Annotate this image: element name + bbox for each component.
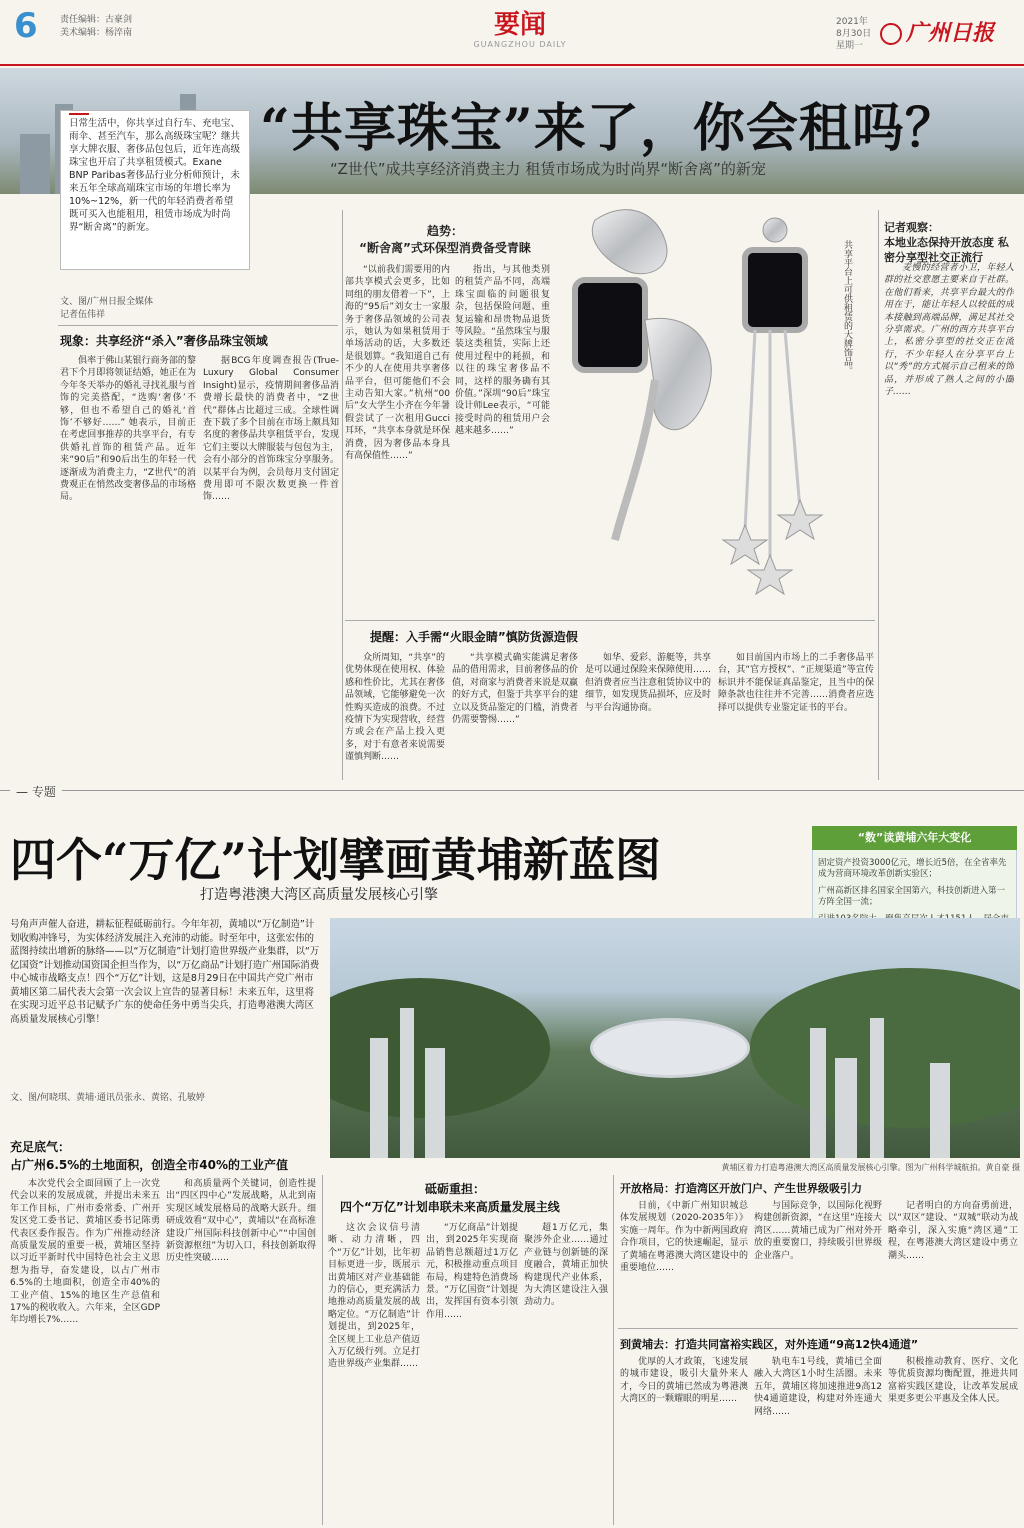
photo-caption: 共享平台上可供租赁的大牌饰品。 bbox=[842, 240, 852, 375]
box3-title: 开放格局：打造湾区开放门户、产生世界级吸引力 bbox=[620, 1182, 862, 1195]
masthead bbox=[0, 0, 1024, 66]
article-column: 这次会议信号清晰、动力清晰，四个“万亿”计划，比年初目标更进一步，既展示出黄埔区对产业基础能力的信心，更充满活力地推动高质量发展的战略定位。“万亿制造”计划提出，到2025年，全区规上工业总产值迈入万亿级行列。立足打造世界级产业集群…… bbox=[328, 1223, 420, 1370]
box1-title: 占广州6.5%的土地面积，创造全市40%的工业产值 bbox=[10, 1158, 289, 1172]
special-lede: 号角声声催人奋进，耕耘征程砥砺前行。今年年初，黄埔以“万亿制造”计划收购冲锋号，为实体经济发展注入充沛的动能。时至年中，这张宏伟的蓝图持续出增新的脉络——以“万亿制造”计划打造世界级产业集群，以“万亿国资”计划推动国资国企担当作为，以“万亿商品”计划打造广州国际消费中心城市战略支点！四个“万亿”计划，这是8月29日在中国共产党广州市黄埔区第二届代表大会第一次会议上宣告的显著目标！未来五年，这里将在实现习近平总书记赋予广东的使命任务中勇当尖兵，打造粤港澳大湾区高质量发展核心引擎！ bbox=[10, 919, 320, 1025]
main-subheadline: “Z世代”成共享经济消费主力 租赁市场成为时尚界“断舍离”的新宠 bbox=[330, 160, 766, 178]
article-column: 轨电车1号线，黄埔已全面融入大湾区1小时生活圈。未来五年，黄埔区将加速推进9高12快4通道建设，构建对外连通大网络…… bbox=[754, 1357, 882, 1417]
article-intro-box bbox=[60, 110, 250, 270]
box4-title: 到黄埔去：打造共同富裕实践区，对外连通“9高12快4通道” bbox=[620, 1338, 919, 1351]
section-subtitle: GUANGZHOU DAILY bbox=[473, 40, 567, 49]
article-column: 超1万亿元，集聚涉外企业……通过产业链与创新链的深度融合，黄埔正加快构建现代产业体系，为大湾区建设注入强劲动力。 bbox=[524, 1223, 608, 1308]
article-column: 如华、爱彩、游艇等，共享是可以通过保险来保障使用……但消费者应当注意租赁协议中的细节，如发现货品损坏，应及时与平台沟通协商。 bbox=[585, 653, 711, 713]
issue-date bbox=[836, 16, 871, 52]
article-column: 与国际竞争，以国际化视野构建创新资源，“在这里”连接大湾区……黄埔已成为广州对外开放的重要窗口，持续吸引世界级企业落户。 bbox=[754, 1201, 882, 1261]
special-byline: 文、图/何晓琪、黄埔·通讯员张永、黄铭、孔敏婷 bbox=[10, 1093, 205, 1103]
article-column: 指出，与其他类别的租赁产品不同，高端珠宝面临的问题很复杂，包括保险问题、重复运输和昂贵物品退货等风险。“虽然珠宝与服装这类租赁，实际上还使用过程中的耗损，和以往的珠宝奢侈品不同，这样的服务确有其价值。”深圳“90后”珠宝设计师Lee表示，“可能接受时尚的租赁用户会越来越多……” bbox=[455, 265, 550, 437]
article-column: 和高质量两个关键词，创造性提出“四区四中心”发展战略，从北到南实现区域发展格局的战略大跃升。细研成效看“双中心”，黄埔以“在高标准建设广州国际科技创新中心”“中国创新资源枢纽”为切入口，科技创新取得历史性突破…… bbox=[166, 1179, 316, 1264]
editors-credit bbox=[60, 14, 132, 40]
special-section-label: — 专题 bbox=[10, 783, 62, 800]
subtitle-phenomenon: 现象：共享经济“杀入”奢侈品珠宝领域 bbox=[60, 334, 268, 348]
byline-line: 记者伍伟祥 bbox=[60, 310, 106, 320]
article-column: “万亿商品”计划提出，到2025年实现商品销售总额超过1万亿元，积极推动重点项目布局，构建特色消费场景。“万亿国资”计划提出，发挥国有资本引领作用…… bbox=[426, 1223, 518, 1320]
section-divider bbox=[0, 790, 1024, 804]
article-column: 俱率于佛山某银行商务部的黎君下个月即将领证结婚，她正在为今年冬天举办的婚礼寻找礼服与首饰的完美搭配，“选购‘奢侈’不够，但也不希望自己的婚礼‘首饰’不够好……” 她表示，目前正在考虑回事推荐的共享平台，有专供婚礼首饰的租赁产品。近年来“90后”和90后出生的年轻一代逐渐成为消费主力，“Z世代”的消费观正在悄然改变奢侈品的市场格局。 bbox=[60, 356, 196, 503]
section-title: 要闻 bbox=[493, 10, 546, 40]
article-column: “以前我们需要用的内部共享模式会更多，比如同组的朋友借着一下”，上海的“95后”刘女士一家服务于奢侈品领域的公司表示，她认为如果租赁用于单场活动的话，大多数还是很划算。“我知道自己有不少的人在使用共享奢侈品平台，但可能他们不会主动告知大家。”杭州“00后”女大学生小齐在今年暑假尝试了一次租用Gucci耳环，“共享本身就是环保消费，因为奢侈品本身具有高保值性……” bbox=[345, 265, 450, 462]
box2-title: 四个“万亿”计划串联未来高质量发展主线 bbox=[340, 1200, 560, 1214]
reporter-observation-body: 麦慢的经营者小卫，年轻人群的社交意愿主要来自于社群。在他们看来，共享平台最大的作用在于，能让年轻人以较低的成本接触到高端品牌，满足其社交分享需求。广州的西方共享平台上，私密分享型的社交正在流行，不少年轻人在分享平台上以“秀”的方式展示自己租来的饰品，并形成了熟人之间的小圈子…… bbox=[884, 263, 1014, 398]
intro-rule bbox=[69, 113, 89, 115]
box1-label: 充足底气： bbox=[10, 1140, 71, 1154]
stats-item: 广州高新区排名国家全国第六，科技创新进入第一方阵全国一流； bbox=[818, 886, 1006, 907]
newspaper-logo bbox=[880, 16, 994, 47]
main-headline: “共享珠宝”来了，你会租吗？ bbox=[260, 98, 958, 159]
jewelry-photo bbox=[555, 200, 875, 620]
date-weekday: 星期一 bbox=[836, 41, 864, 51]
article-column: 日前，《中新广州知识城总体发展规划（2020-2035年）》实施一周年。作为中新两国政府合作项目，它的快速崛起，显示了黄埔在粤港澳大湾区建设中的重要地位…… bbox=[620, 1201, 748, 1274]
stadium bbox=[590, 1018, 750, 1078]
subtitle-reminder: 提醒：入手需“火眼金睛”慎防货源造假 bbox=[370, 630, 578, 644]
date-year: 2021年 bbox=[836, 17, 868, 27]
article-column: 据BCG年度调查报告(True-Luxury Global Consumer Insight)显示，疫情期间奢侈品消费增长最快的消费者中，“Z世代”群体占比超过三成。全球性调查下载了多个目前在市场上颇具知名度的奢侈品共享租赁平台，发现它们主要以大牌服装与包包为主，会有小部分的首饰珠宝分享服务。以某平台为例，会员每月支付固定费用即可不限次数更换一件首饰…… bbox=[203, 356, 339, 503]
logo-icon bbox=[880, 23, 902, 45]
special-headline: 四个“万亿”计划擘画黄埔新蓝图 bbox=[10, 833, 661, 887]
article-column: 记者明白的方向奋勇前进，以“双区”建设、“双城”联动为战略牵引，深入实施“湾区通”工程，在粤港澳大湾区建设中勇立潮头…… bbox=[888, 1201, 1018, 1261]
box2-label: 砥砺重担： bbox=[425, 1182, 486, 1196]
earrings-illustration bbox=[555, 200, 835, 620]
special-subheadline: 打造粤港澳大湾区高质量发展核心引擎 bbox=[200, 887, 438, 903]
article-column: 如目前国内市场上的二手奢侈品平台，其“官方授权”、“正规渠道”等宣传标识并不能保证真品鉴定，且当中的保障条款也往往并不完善……消费者应选择可以提供专业鉴定证书的平台。 bbox=[718, 653, 874, 713]
page-number: 6 bbox=[14, 6, 38, 46]
editor-line: 美术编辑：杨淬南 bbox=[60, 28, 133, 38]
aerial-photo bbox=[330, 918, 1020, 1158]
byline-line: 文、图/广州日报全媒体 bbox=[60, 297, 154, 307]
aerial-photo-caption: 黄埔区着力打造粤港澳大湾区高质量发展核心引擎。图为广州科学城航拍。黄自豪 摄 bbox=[721, 1163, 1020, 1172]
article-column: 本次党代会全面回顾了上一次党代会以来的发展成就，并提出未来五年工作目标，广州市委常委、广州开发区党工委书记、黄埔区委书记陈勇代表区委作报告。作为广州推动经济高质量发展的重要一极，黄埔区坚持以习近平新时代中国特色社会主义思想为指导，奋发建设，以占广州市6.5%的土地面积，创造全市40%的工业产值、15%的地区生产总值和17%的税收收入。六年来，全区GDP年均增长7%…… bbox=[10, 1179, 160, 1326]
stats-item: 固定资产投资3000亿元，增长近5倍，在全省率先成为营商环境改革创新实验区； bbox=[818, 858, 1007, 879]
article-column: 优厚的人才政策，飞速发展的城市建设，吸引大量外来人才，今日的黄埔已然成为粤港澳大湾区的一颗耀眼的明星…… bbox=[620, 1357, 748, 1405]
editor-line: 责任编辑：古豪剑 bbox=[60, 15, 133, 25]
article-column: 众所周知，“共享”的优势体现在使用权、体验感和性价比，尤其在奢侈品领域，它能够避免一次性购买造成的浪费。不过疫情下为实现营收，经营方或会在产品上投入更多，对于有意者来说需要谨慎判断…… bbox=[345, 653, 445, 763]
article-byline bbox=[60, 296, 153, 322]
article-column: 积极推动教育、医疗、文化等优质资源均衡配置，推进共同富裕实践区建设，让改革发展成果更多更公平惠及全体人民。 bbox=[888, 1357, 1018, 1405]
subtitle-trend: 趋势： “断舍离”式环保型消费备受青睐 bbox=[359, 224, 531, 255]
intro-text: 日常生活中，你共享过自行车、充电宝、雨伞、甚至汽车，那么高级珠宝呢？继共享大牌衣服、奢侈品包包后，近年连高级珠宝也开启了共享租赁模式。Exane BNP Paribas奢侈品行业分析师预计，未来五年全球高端珠宝市场的年增长率为10%~12%，新一代的年轻消费者希望既可买入也能租用，租赁市场成为时尚界“断舍离”的新宠。 bbox=[69, 118, 241, 233]
date-day: 8月30日 bbox=[836, 29, 872, 39]
stats-title: “数”读黄埔六年大变化 bbox=[812, 826, 1017, 850]
reporter-observation-title: 记者观察： 本地业态保持开放态度 私密分享型社交正流行 bbox=[884, 221, 1009, 264]
logo-text: 广州日报 bbox=[906, 20, 995, 46]
article-column: “共享模式确实能满足奢侈品的借用需求，目前奢侈品的价值，对商家与消费者来说是双赢的好方式，但鉴于共享平台的建立以及货品鉴定的门槛，消费者仍需要警惕……” bbox=[452, 653, 578, 726]
